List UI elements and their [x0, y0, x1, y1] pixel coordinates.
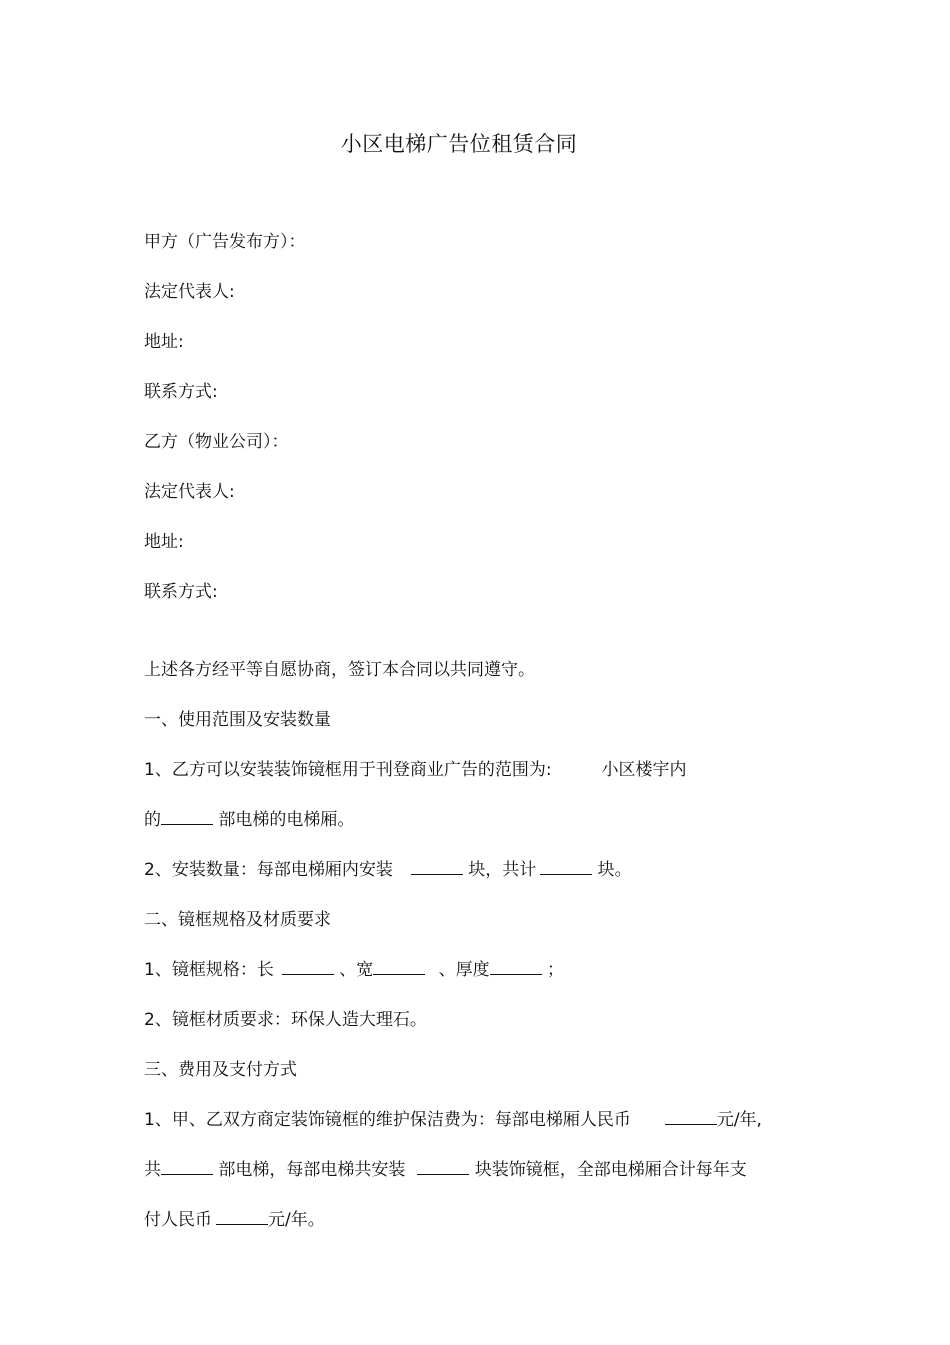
- section2-item1-length-label: 1、镜框规格：长: [144, 960, 274, 980]
- section3-item1-text: 1、甲、乙双方商定装饰镜框的维护保洁费为：每部电梯厢人民币: [144, 1110, 631, 1130]
- intro-text: 上述各方经平等自愿协商，签订本合同以共同遵守。: [144, 660, 535, 680]
- section1-item2-mid: 块，共计: [468, 860, 537, 880]
- section1-heading: 一、使用范围及安装数量: [144, 710, 331, 730]
- party-a-address: 地址:: [144, 332, 184, 352]
- section1-item1: [144, 758, 687, 782]
- length-blank: [282, 958, 334, 975]
- section1-item2-end: 块。: [597, 860, 632, 880]
- party-a-label: 甲方（广告发布方）：: [144, 232, 306, 252]
- section2-item1-end: ；: [547, 960, 565, 980]
- section1-item1-continued: [144, 808, 354, 832]
- per-cabin-count-blank: [411, 858, 463, 875]
- section3-item1-unit: 元/年,: [716, 1110, 762, 1130]
- section3-heading: 三、费用及支付方式: [144, 1060, 297, 1080]
- thickness-blank: [490, 958, 542, 975]
- fee-per-cabin-blank: [665, 1108, 717, 1125]
- section3-item1-line2-mid: 部电梯，每部电梯共安装: [218, 1160, 406, 1180]
- section2-item1-width-label: 、宽: [339, 960, 374, 980]
- party-b-label: 乙方（物业公司）：: [144, 432, 289, 452]
- frames-per-elevator-blank: [417, 1158, 469, 1175]
- section1-item1-prefix: 的: [144, 810, 161, 830]
- party-a-contact: 联系方式:: [144, 382, 218, 402]
- section1-item2: [144, 858, 632, 882]
- total-count-blank: [540, 858, 592, 875]
- section1-item1-suffix: 部电梯的电梯厢。: [218, 810, 355, 830]
- party-b-representative: 法定代表人:: [144, 482, 235, 502]
- section2-item1-thickness-label: 、厚度: [438, 960, 490, 980]
- section2-item1: [144, 958, 564, 982]
- section2-heading: 二、镜框规格及材质要求: [144, 910, 331, 930]
- section3-item1-line3-unit: 元/年。: [268, 1210, 325, 1230]
- width-blank: [373, 958, 425, 975]
- section2-item2: 2、镜框材质要求：环保人造大理石。: [144, 1010, 427, 1030]
- section1-item1-text: 1、乙方可以安装装饰镜框用于刊登商业广告的范围为:: [144, 760, 552, 780]
- annual-total-blank: [216, 1208, 268, 1225]
- section3-item1: [144, 1108, 762, 1132]
- document-title: 小区电梯广告位租赁合同: [340, 132, 578, 156]
- section3-item1-line3: [144, 1208, 325, 1232]
- party-b-contact: 联系方式:: [144, 582, 218, 602]
- party-a-representative: 法定代表人:: [144, 282, 235, 302]
- section3-item1-line3-prefix: 付人民币: [144, 1210, 212, 1230]
- party-b-address: 地址:: [144, 532, 184, 552]
- section3-item1-continued: [144, 1158, 747, 1182]
- section1-item2-text: 2、安装数量：每部电梯厢内安装: [144, 860, 393, 880]
- elevator-total-blank: [161, 1158, 213, 1175]
- elevator-count-blank: [161, 808, 213, 825]
- section1-item1-scope: 小区楼宇内: [601, 760, 687, 780]
- section3-item1-line2-end: 块装饰镜框，全部电梯厢合计每年支: [474, 1160, 747, 1180]
- section3-item1-line2-prefix: 共: [144, 1160, 161, 1180]
